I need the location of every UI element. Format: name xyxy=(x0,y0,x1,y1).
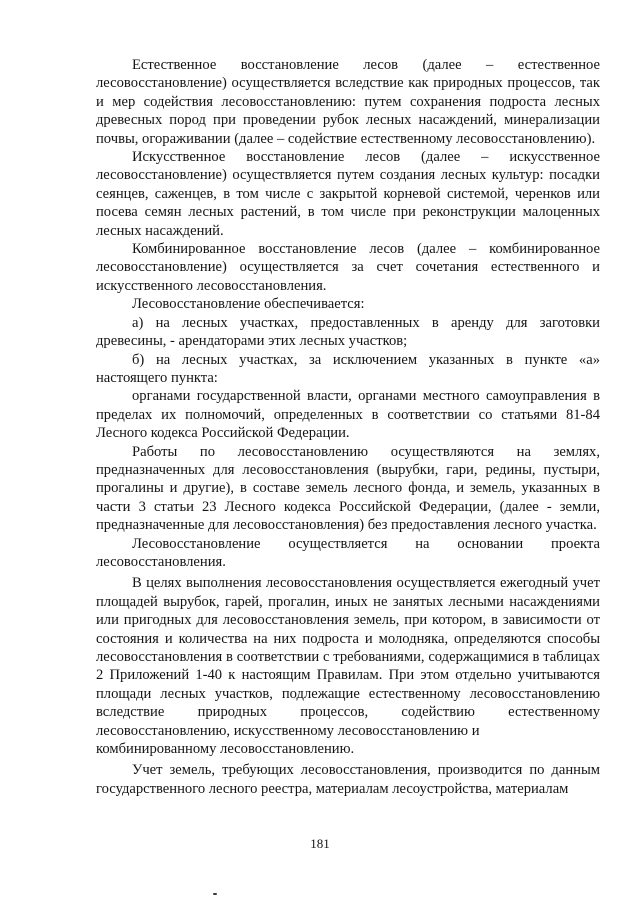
paragraph-authorities: органами государственной власти, органами местного самоуправления в пределах их полномочий, определенных в соответствии со статьями 81-84 Лесного кодекса Российской Федерации. xyxy=(96,388,600,442)
paragraph-annual-accounting: В целях выполнения лесовосстановления осуществляется ежегодный учет площадей вырубок, гарей, прогалин, иных не занятых лесными насаждениями или пригодных для лесовосстановления земель, при котором, в зависимости от состояния и количества на них подроста и молодняка, определяются способы лесовосстановления в соответствии с требованиями, содержащимися в таблицах 2 Приложений 1-40 к настоящим Правилам. При этом отдельно учитываются площади лесных участков, подлежащие естественному лесовосстановлению вследствие природных процессов, содействию естественному лесовосстановлению, искусственному лесовосстановлению и xyxy=(96,575,600,739)
paragraph-provision-intro: Лесовосстановление обеспечивается: xyxy=(132,296,365,313)
body-text xyxy=(96,56,600,798)
paragraph-continuation: комбинированному лесовосстановлению. xyxy=(96,741,355,758)
paragraph-works: Работы по лесовосстановлению осуществляются на землях, предназначенных для лесовосстановления (вырубки, гари, редины, пустыри, прогалины и другие), в составе земель лесного фонда, и земель, указанных в части 3 статьи 23 Лесного кодекса Российской Федерации, (далее - земли, предназначенные для лесовосстановления) без предоставления лесного участка. xyxy=(96,443,600,534)
paragraph-combined-reforestation: Комбинированное восстановление лесов (далее – комбинированное лесовосстановление) осуществляется за счет сочетания естественного и искусственного лесовосстановления. xyxy=(96,241,600,294)
paragraph-land-accounting: Учет земель, требующих лесовосстановления, производится по данным государственного лесного реестра, материалам лесоустройства, материалам xyxy=(96,762,600,797)
list-item-a: а) на лесных участках, предоставленных в аренду для заготовки древесины, - арендаторами этих лесных участков; xyxy=(96,314,600,350)
paragraph-artificial-reforestation: Искусственное восстановление лесов (далее – искусственное лесовосстановление) осуществляется путем создания лесных культур: посадки сеянцев, саженцев, в том числе с закрытой корневой системой, черенков или посева семян лесных растений, в том числе при реконструкции малоценных лесных насаждений. xyxy=(96,149,600,239)
paragraph-natural-reforestation: Естественное восстановление лесов (далее – естественное лесовосстановление) осуществляется вследствие как природных процессов, так и мер содействия лесовосстановлению: путем сохранения подроста лесных древесных пород при проведении рубок лесных насаждений, минерализации почвы, огораживании (далее – содействие естественному лесовосстановлению). xyxy=(96,57,600,147)
list-item-b: б) на лесных участках, за исключением указанных в пункте «а» настоящего пункта: xyxy=(96,351,600,386)
page-number: 181 xyxy=(310,836,330,851)
paragraph-project-basis: Лесовосстановление осуществляется на основании проекта лесовосстановления. xyxy=(96,535,600,570)
scan-speck xyxy=(213,893,217,895)
